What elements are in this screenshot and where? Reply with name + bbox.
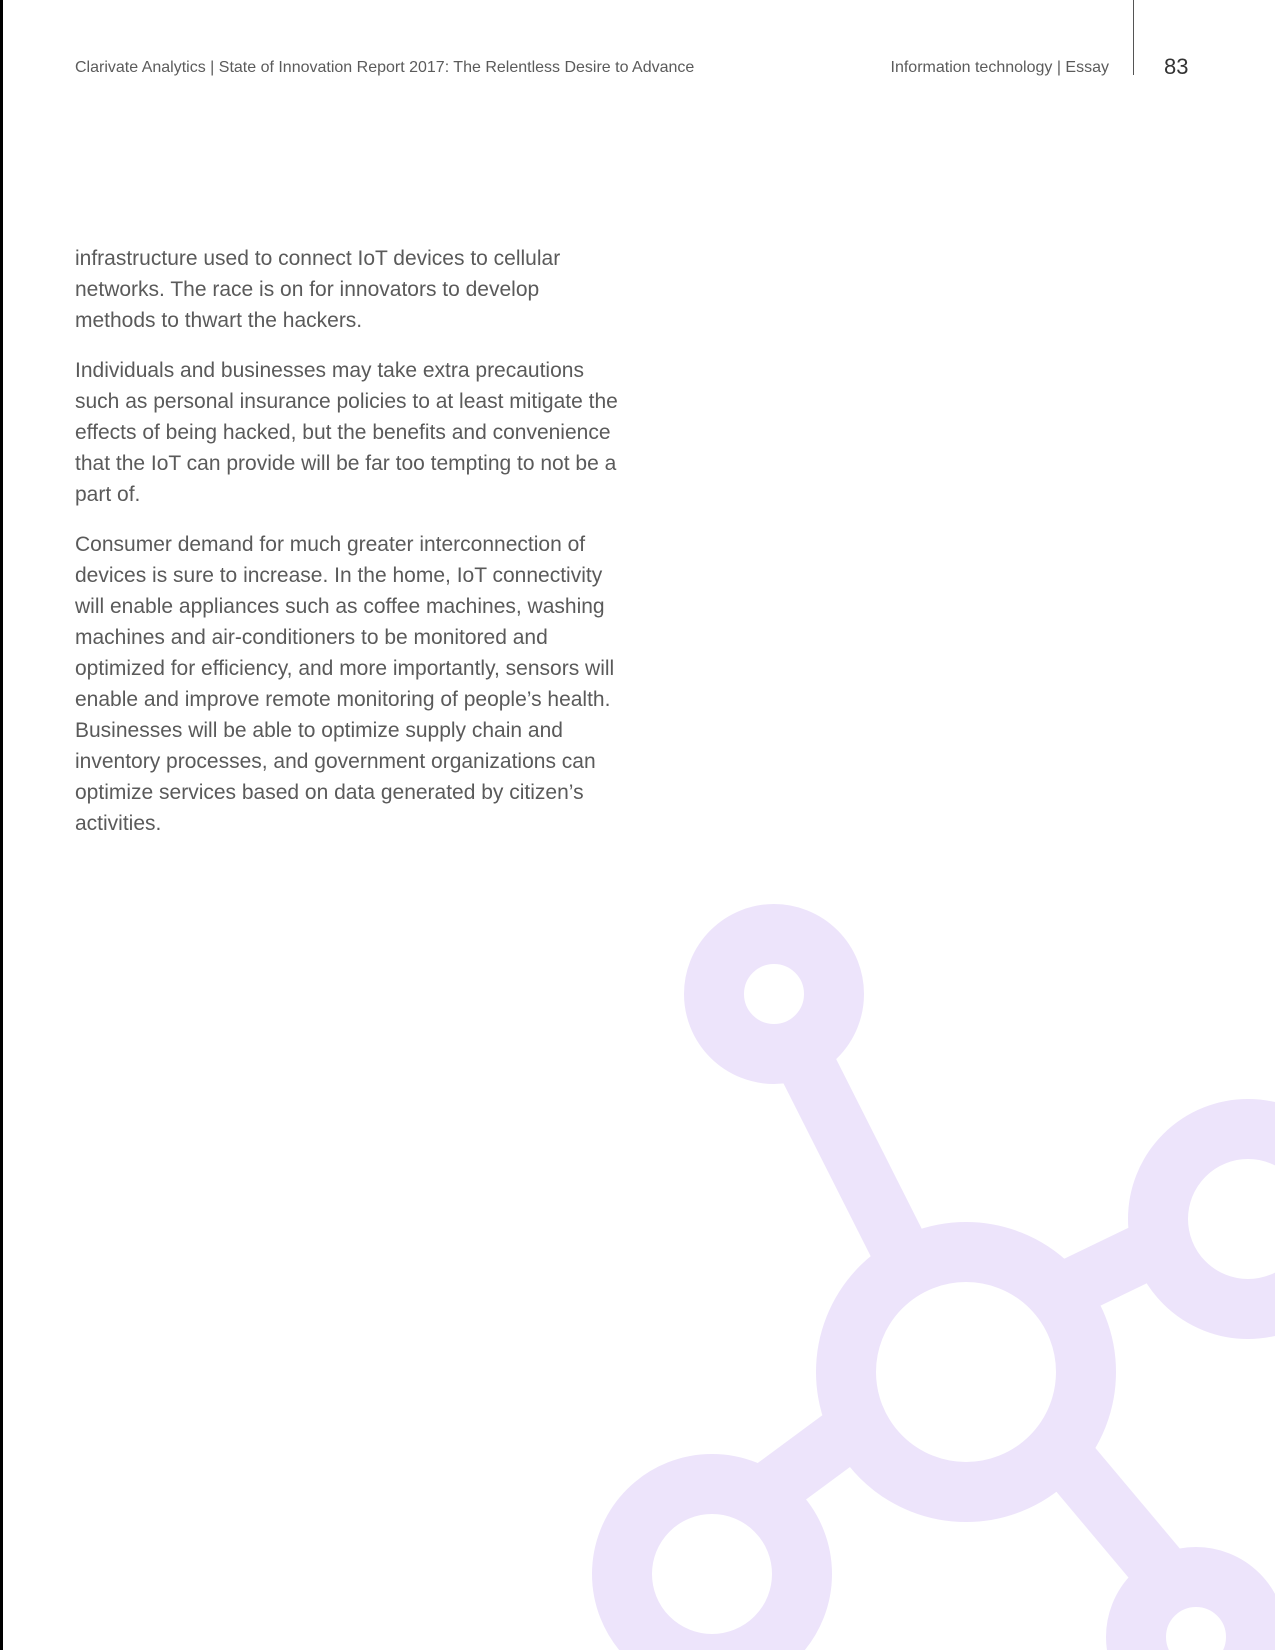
running-header-publication: Clarivate Analytics | State of Innovation Report 2017: The Relentless Desire to Advance bbox=[75, 59, 695, 76]
network-node-center bbox=[846, 1252, 1086, 1492]
paragraph: Individuals and businesses may take extra precautions such as personal insurance policies to at least mitigate the effects of being hacked, but the benefits and convenience that the IoT can provide will be far too tempting to not be a part of. bbox=[75, 359, 618, 506]
paragraph: Consumer demand for much greater interconnection of devices is sure to increase. In the home, IoT connectivity will enable appliances such as coffee machines, washing machines and air-conditioners to be monitored and optimized for efficiency, and more importantly, sensors will enable and improve remote monitoring of people’s health. Businesses will be able to optimize supply chain and inventory processes, and government organizations can optimize services based on data generated by citizen’s activities. bbox=[75, 533, 615, 835]
running-header-section: Information technology | Essay bbox=[890, 59, 1109, 76]
network-node bbox=[714, 934, 834, 1054]
network-node bbox=[1158, 1129, 1275, 1309]
paragraph: infrastructure used to connect IoT devices to cellular networks. The race is on for innovators to develop methods to thwart the hackers. bbox=[75, 247, 561, 332]
page-number: 83 bbox=[1164, 54, 1189, 79]
network-node bbox=[1136, 1577, 1256, 1650]
network-node bbox=[622, 1484, 802, 1650]
